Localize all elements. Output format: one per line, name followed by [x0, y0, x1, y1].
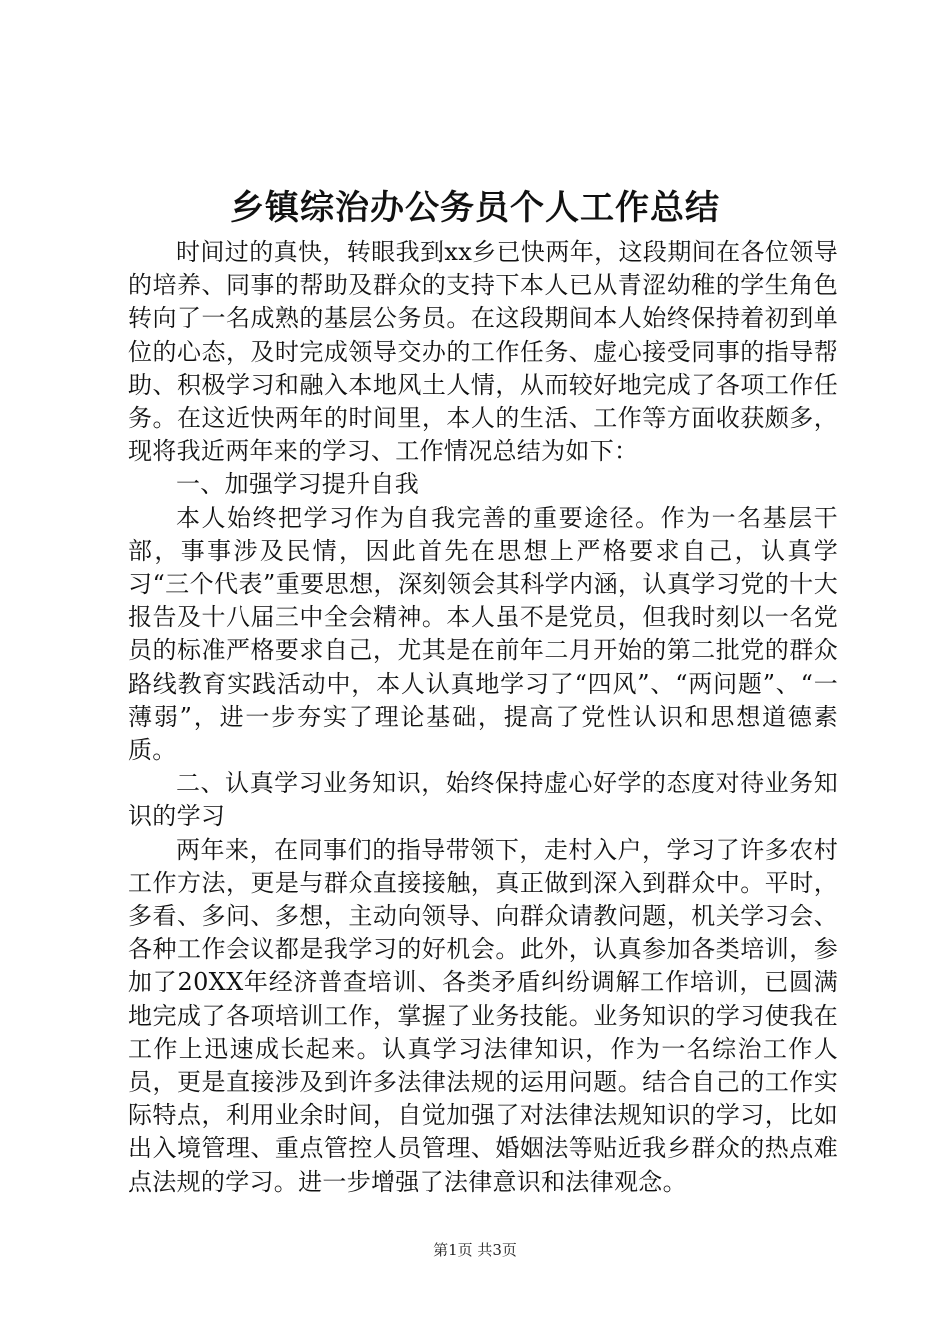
document-title: 乡镇综治办公务员个人工作总结 [230, 188, 720, 228]
paragraph-section-1: 本人始终把学习作为自我完善的重要途径。作为一名基层干部，事事涉及民情，因此首先在思想上严格要求自己，认真学习“三个代表”重要思想，深刻领会其科学内涵，认真学习党的十大报告及十八届三中全会精神。本人虽不是党员，但我时刻以一名党员的标准严格要求自己，尤其是在前年二月开始的第二批党的群众路线教育实践活动中，本人认真地学习了“四风”、“两问题”、“一薄弱”，进一步夯实了理论基础，提高了党性认识和思想道德素质。 [128, 503, 838, 765]
section-heading-2: 二、认真学习业务知识，始终保持虚心好学的态度对待业务知识的学习 [128, 769, 838, 831]
paragraph-intro: 时间过的真快，转眼我到xx乡已快两年，这段期间在各位领导的培养、同事的帮助及群众的支持下本人已从青涩幼稚的学生角色转向了一名成熟的基层公务员。在这段期间本人始终保持着初到单位的心态，及时完成领导交办的工作任务、虚心接受同事的指导帮助、积极学习和融入本地风土人情，从而较好地完成了各项工作任务。在这近快两年的时间里，本人的生活、工作等方面收获颇多，现将我近两年来的学习、工作情况总结为如下： [128, 238, 838, 466]
page-footer: 第1页 共3页 [433, 1241, 517, 1259]
paragraph-section-2: 两年来，在同事们的指导带领下，走村入户，学习了许多农村工作方法，更是与群众直接接触，真正做到深入到群众中。平时，多看、多问、多想，主动向领导、向群众请教问题，机关学习会、各种工作会议都是我学习的好机会。此外，认真参加各类培训，参加了20XX年经济普查培训、各类矛盾纠纷调解工作培训，已圆满地完成了各项培训工作，掌握了业务技能。业务知识的学习使我在工作上迅速成长起来。认真学习法律知识，作为一名综治工作人员，更是直接涉及到许多法律法规的运用问题。结合自己的工作实际特点，利用业余时间，自觉加强了对法律法规知识的学习，比如出入境管理、重点管控人员管理、婚姻法等贴近我乡群众的热点难点法规的学习。进一步增强了法律意识和法律观念。 [128, 835, 838, 1196]
section-heading-1: 一、加强学习提升自我 [176, 470, 419, 499]
document-body [128, 236, 838, 1199]
